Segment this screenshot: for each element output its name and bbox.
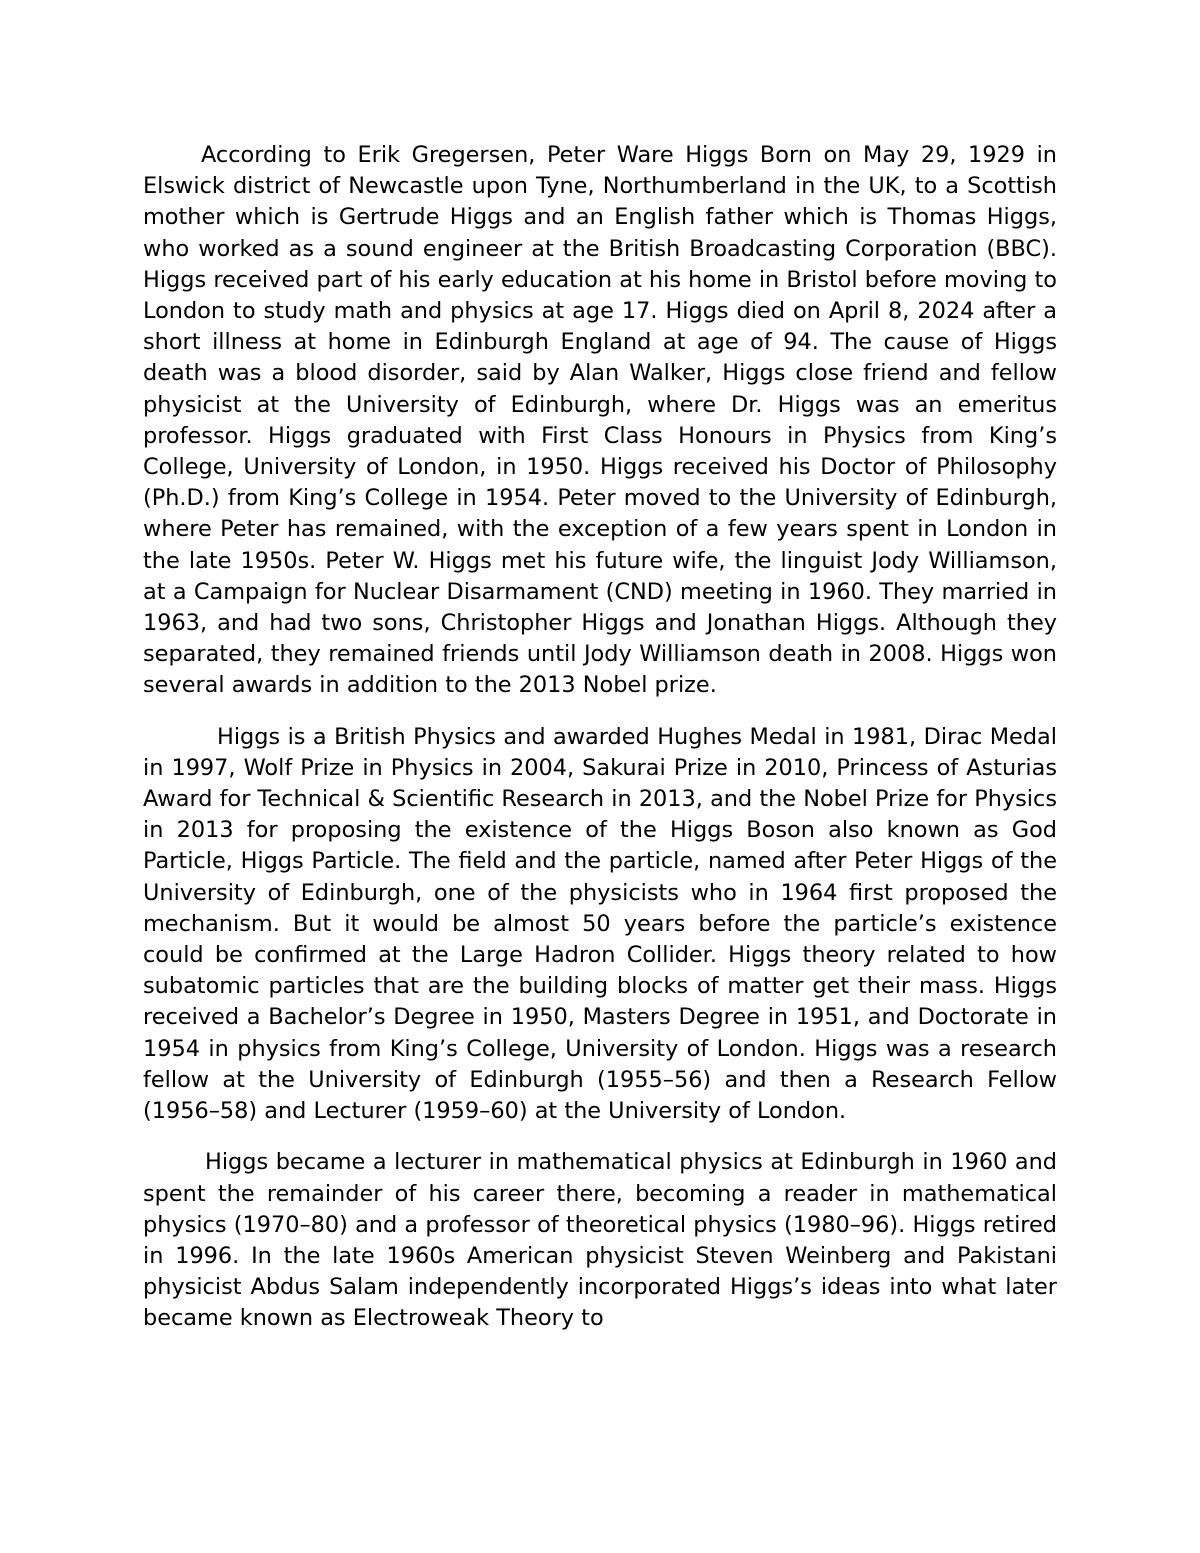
paragraph-awards: Higgs is a British Physics and awarded Hughes Medal in 1981, Dirac Medal in 1997, Wolf Prize in Physics in 2004, Sakurai Prize in 2010, Princess of Asturias Award for Technical & Scientific Research in 2013, and the Nobel Prize for Physics in 2013 for proposing the existence of the Higgs Boson also known as God Particle, Higgs Particle. The field and the particle, named after Peter Higgs of the University of Edinburgh, one of the physicists who in 1964 first proposed the mechanism. But it would be almost 50 years before the particle’s existence could be confirmed at the Large Hadron Collider. Higgs theory related to how subatomic particles that are the building blocks of matter get their mass. Higgs received a Bachelor’s Degree in 1950, Masters Degree in 1951, and Doctorate in 1954 in physics from King’s College, University of London. Higgs was a research fellow at the University of Edinburgh (1955–56) and then a Research Fellow (1956–58) and Lecturer (1959–60) at the University of London. <box>143 723 1057 1125</box>
paragraph-biography: According to Erik Gregersen, Peter Ware Higgs Born on May 29, 1929 in Elswick district of Newcastle upon Tyne, Northumberland in the UK, to a Scottish mother which is Gertrude Higgs and an English father which is Thomas Higgs, who worked as a sound engineer at the British Broadcasting Corporation (BBC). Higgs received part of his early education at his home in Bristol before moving to London to study math and physics at age 17. Higgs died on April 8, 2024 after a short illness at home in Edinburgh England at age of 94. The cause of Higgs death was a blood disorder, said by Alan Walker, Higgs close friend and fellow physicist at the University of Edinburgh, where Dr. Higgs was an emeritus professor. Higgs graduated with First Class Honours in Physics from King’s College, University of London, in 1950. Higgs received his Doctor of Philosophy (Ph.D.) from King’s College in 1954. Peter moved to the University of Edinburgh, where Peter has remained, with the exception of a few years spent in London in the late 1950s. Peter W. Higgs met his future wife, the linguist Jody Williamson, at a Campaign for Nuclear Disarmament (CND) meeting in 1960. They married in 1963, and had two sons, Christopher Higgs and Jonathan Higgs. Although they separated, they remained friends until Jody Williamson death in 2008. Higgs won several awards in addition to the 2013 Nobel prize. <box>143 142 1057 699</box>
paragraph-career: Higgs became a lecturer in mathematical physics at Edinburgh in 1960 and spent the remainder of his career there, becoming a reader in mathematical physics (1970–80) and a professor of theoretical physics (1980–96). Higgs retired in 1996. In the late 1960s American physicist Steven Weinberg and Pakistani physicist Abdus Salam independently incorporated Higgs’s ideas into what later became known as Electroweak Theory to <box>143 1149 1057 1332</box>
document-body <box>143 140 1057 1347</box>
